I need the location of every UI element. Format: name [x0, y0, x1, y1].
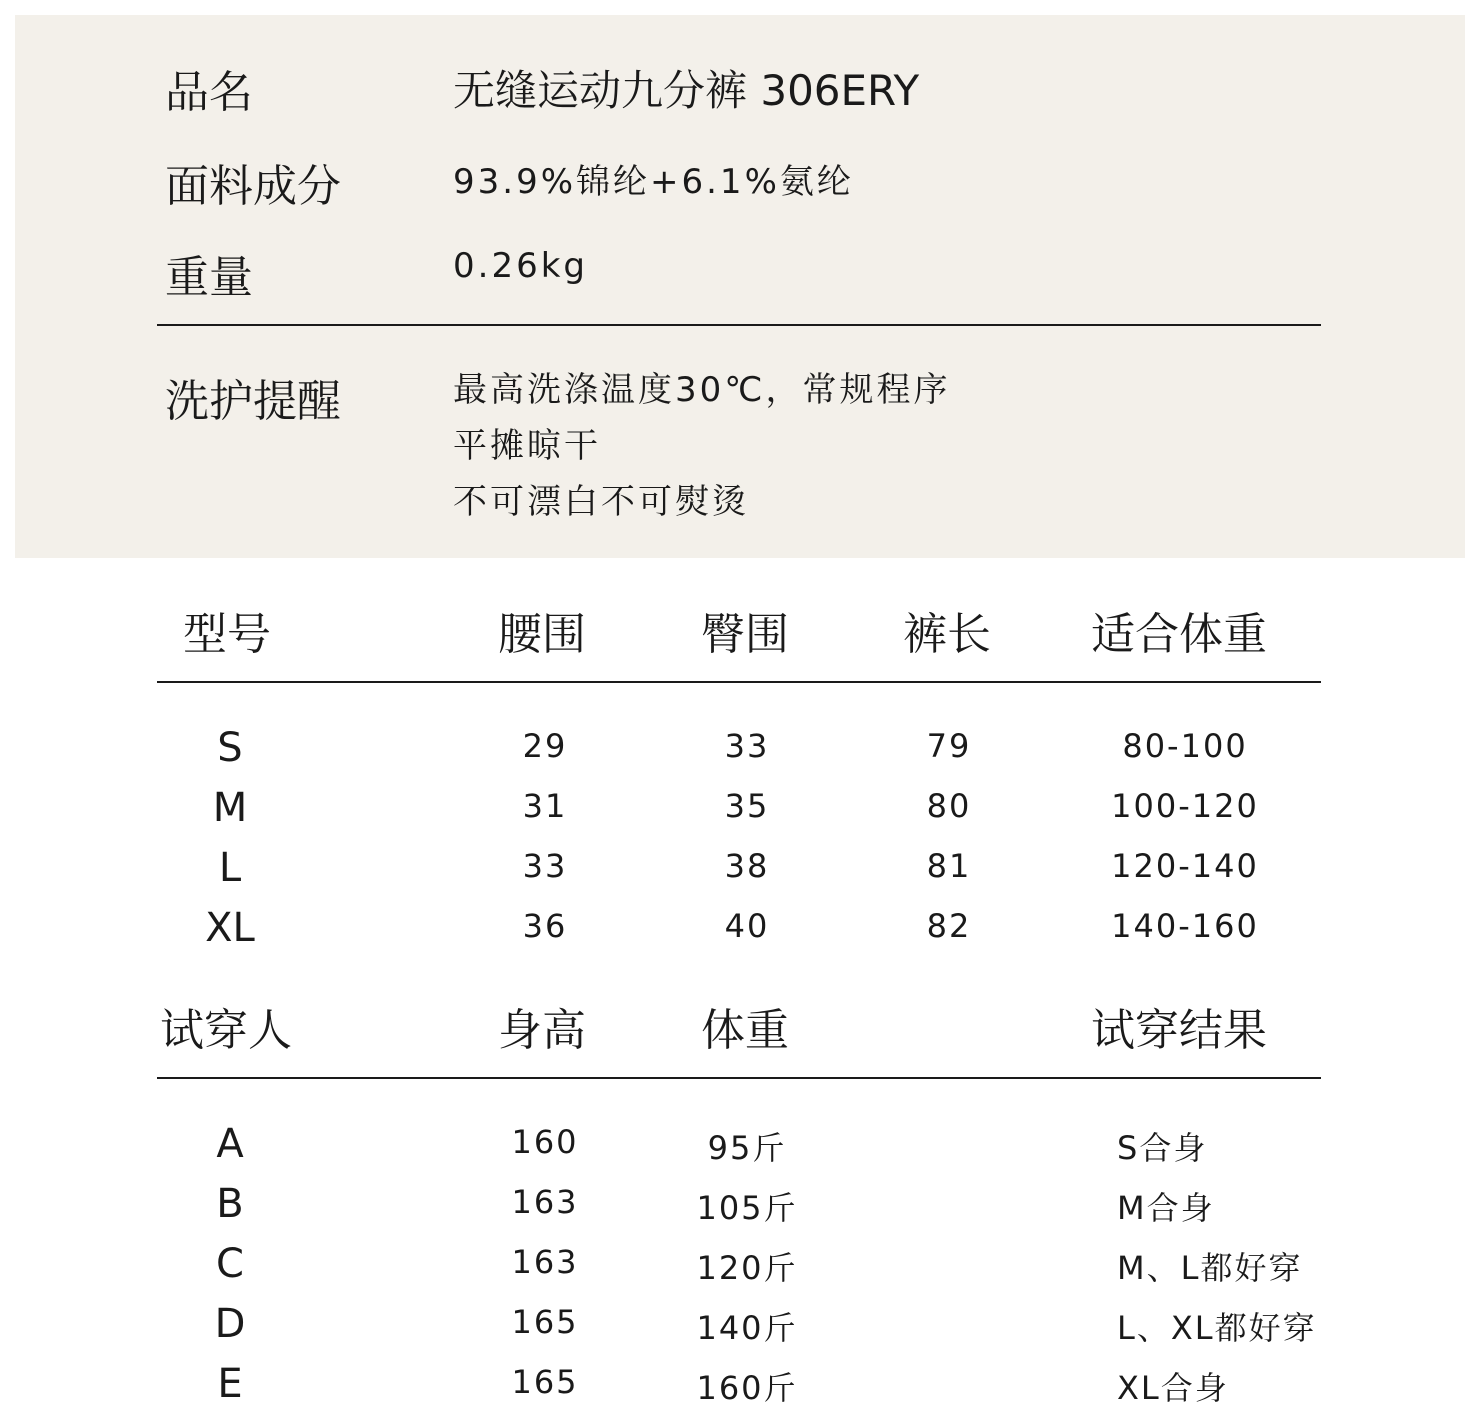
size-table-header — [0, 598, 1480, 658]
size-cell: L — [218, 845, 242, 891]
table-row — [0, 785, 1480, 845]
header-tester: 试穿人 — [160, 1005, 292, 1056]
fit-weight-cell: 120-140 — [1111, 847, 1259, 885]
care-label: 洗护提醒 — [165, 376, 341, 427]
header-fit-weight: 适合体重 — [1091, 609, 1267, 660]
table-row — [0, 725, 1480, 785]
fabric-value: 93.9%锦纶+6.1%氨纶 — [453, 162, 854, 202]
result-cell: L、XL都好穿 — [1117, 1309, 1317, 1347]
name-label: 品名 — [165, 67, 253, 118]
fit-weight-cell: 80-100 — [1122, 727, 1248, 765]
care-line: 最高洗涤温度30℃，常规程序 — [453, 370, 951, 410]
tester-cell: B — [216, 1181, 244, 1227]
waist-cell: 33 — [522, 847, 568, 885]
trial-table-header — [0, 994, 1480, 1054]
hip-cell: 33 — [724, 727, 770, 765]
tester-cell: C — [216, 1241, 244, 1287]
care-line: 不可漂白不可熨烫 — [453, 482, 749, 522]
hip-cell: 35 — [724, 787, 770, 825]
tester-cell: A — [216, 1121, 244, 1167]
tester-cell: D — [214, 1301, 246, 1347]
height-cell: 165 — [511, 1303, 579, 1341]
length-cell: 80 — [926, 787, 972, 825]
body-weight-cell: 160斤 — [696, 1369, 798, 1407]
size-cell: XL — [205, 905, 255, 951]
divider-info — [157, 324, 1321, 326]
table-row — [0, 1301, 1480, 1361]
result-cell: XL合身 — [1117, 1369, 1229, 1407]
body-weight-cell: 105斤 — [696, 1189, 798, 1227]
size-cell: S — [217, 725, 243, 771]
care-line: 平摊晾干 — [453, 426, 601, 466]
result-cell: S合身 — [1117, 1129, 1208, 1167]
length-cell: 82 — [926, 907, 972, 945]
height-cell: 163 — [511, 1243, 579, 1281]
divider-size-table — [157, 681, 1321, 683]
height-cell: 160 — [511, 1123, 579, 1161]
header-hip: 臀围 — [701, 609, 789, 660]
hip-cell: 40 — [724, 907, 770, 945]
height-cell: 165 — [511, 1363, 579, 1401]
result-cell: M、L都好穿 — [1117, 1249, 1303, 1287]
header-size: 型号 — [183, 609, 271, 660]
length-cell: 79 — [926, 727, 972, 765]
header-height: 身高 — [498, 1005, 586, 1056]
table-row — [0, 1121, 1480, 1181]
waist-cell: 29 — [522, 727, 568, 765]
waist-cell: 36 — [522, 907, 568, 945]
weight-value: 0.26kg — [453, 246, 588, 286]
header-waist: 腰围 — [498, 609, 586, 660]
length-cell: 81 — [926, 847, 972, 885]
waist-cell: 31 — [522, 787, 568, 825]
table-row — [0, 905, 1480, 965]
size-cell: M — [212, 785, 248, 831]
weight-label: 重量 — [165, 252, 253, 303]
name-value: 无缝运动九分裤 306ERY — [453, 66, 920, 115]
table-row — [0, 1361, 1480, 1421]
table-row — [0, 845, 1480, 905]
fit-weight-cell: 100-120 — [1111, 787, 1259, 825]
divider-trial-table — [157, 1077, 1321, 1079]
table-row — [0, 1181, 1480, 1241]
header-result: 试穿结果 — [1091, 1005, 1267, 1056]
table-row — [0, 1241, 1480, 1301]
height-cell: 163 — [511, 1183, 579, 1221]
body-weight-cell: 140斤 — [696, 1309, 798, 1347]
hip-cell: 38 — [724, 847, 770, 885]
tester-cell: E — [217, 1361, 243, 1407]
result-cell: M合身 — [1117, 1189, 1215, 1227]
fit-weight-cell: 140-160 — [1111, 907, 1259, 945]
header-length: 裤长 — [903, 609, 991, 660]
body-weight-cell: 120斤 — [696, 1249, 798, 1287]
care-instructions — [453, 362, 950, 530]
header-body-weight: 体重 — [701, 1005, 789, 1056]
body-weight-cell: 95斤 — [707, 1129, 787, 1167]
fabric-label: 面料成分 — [165, 161, 341, 212]
